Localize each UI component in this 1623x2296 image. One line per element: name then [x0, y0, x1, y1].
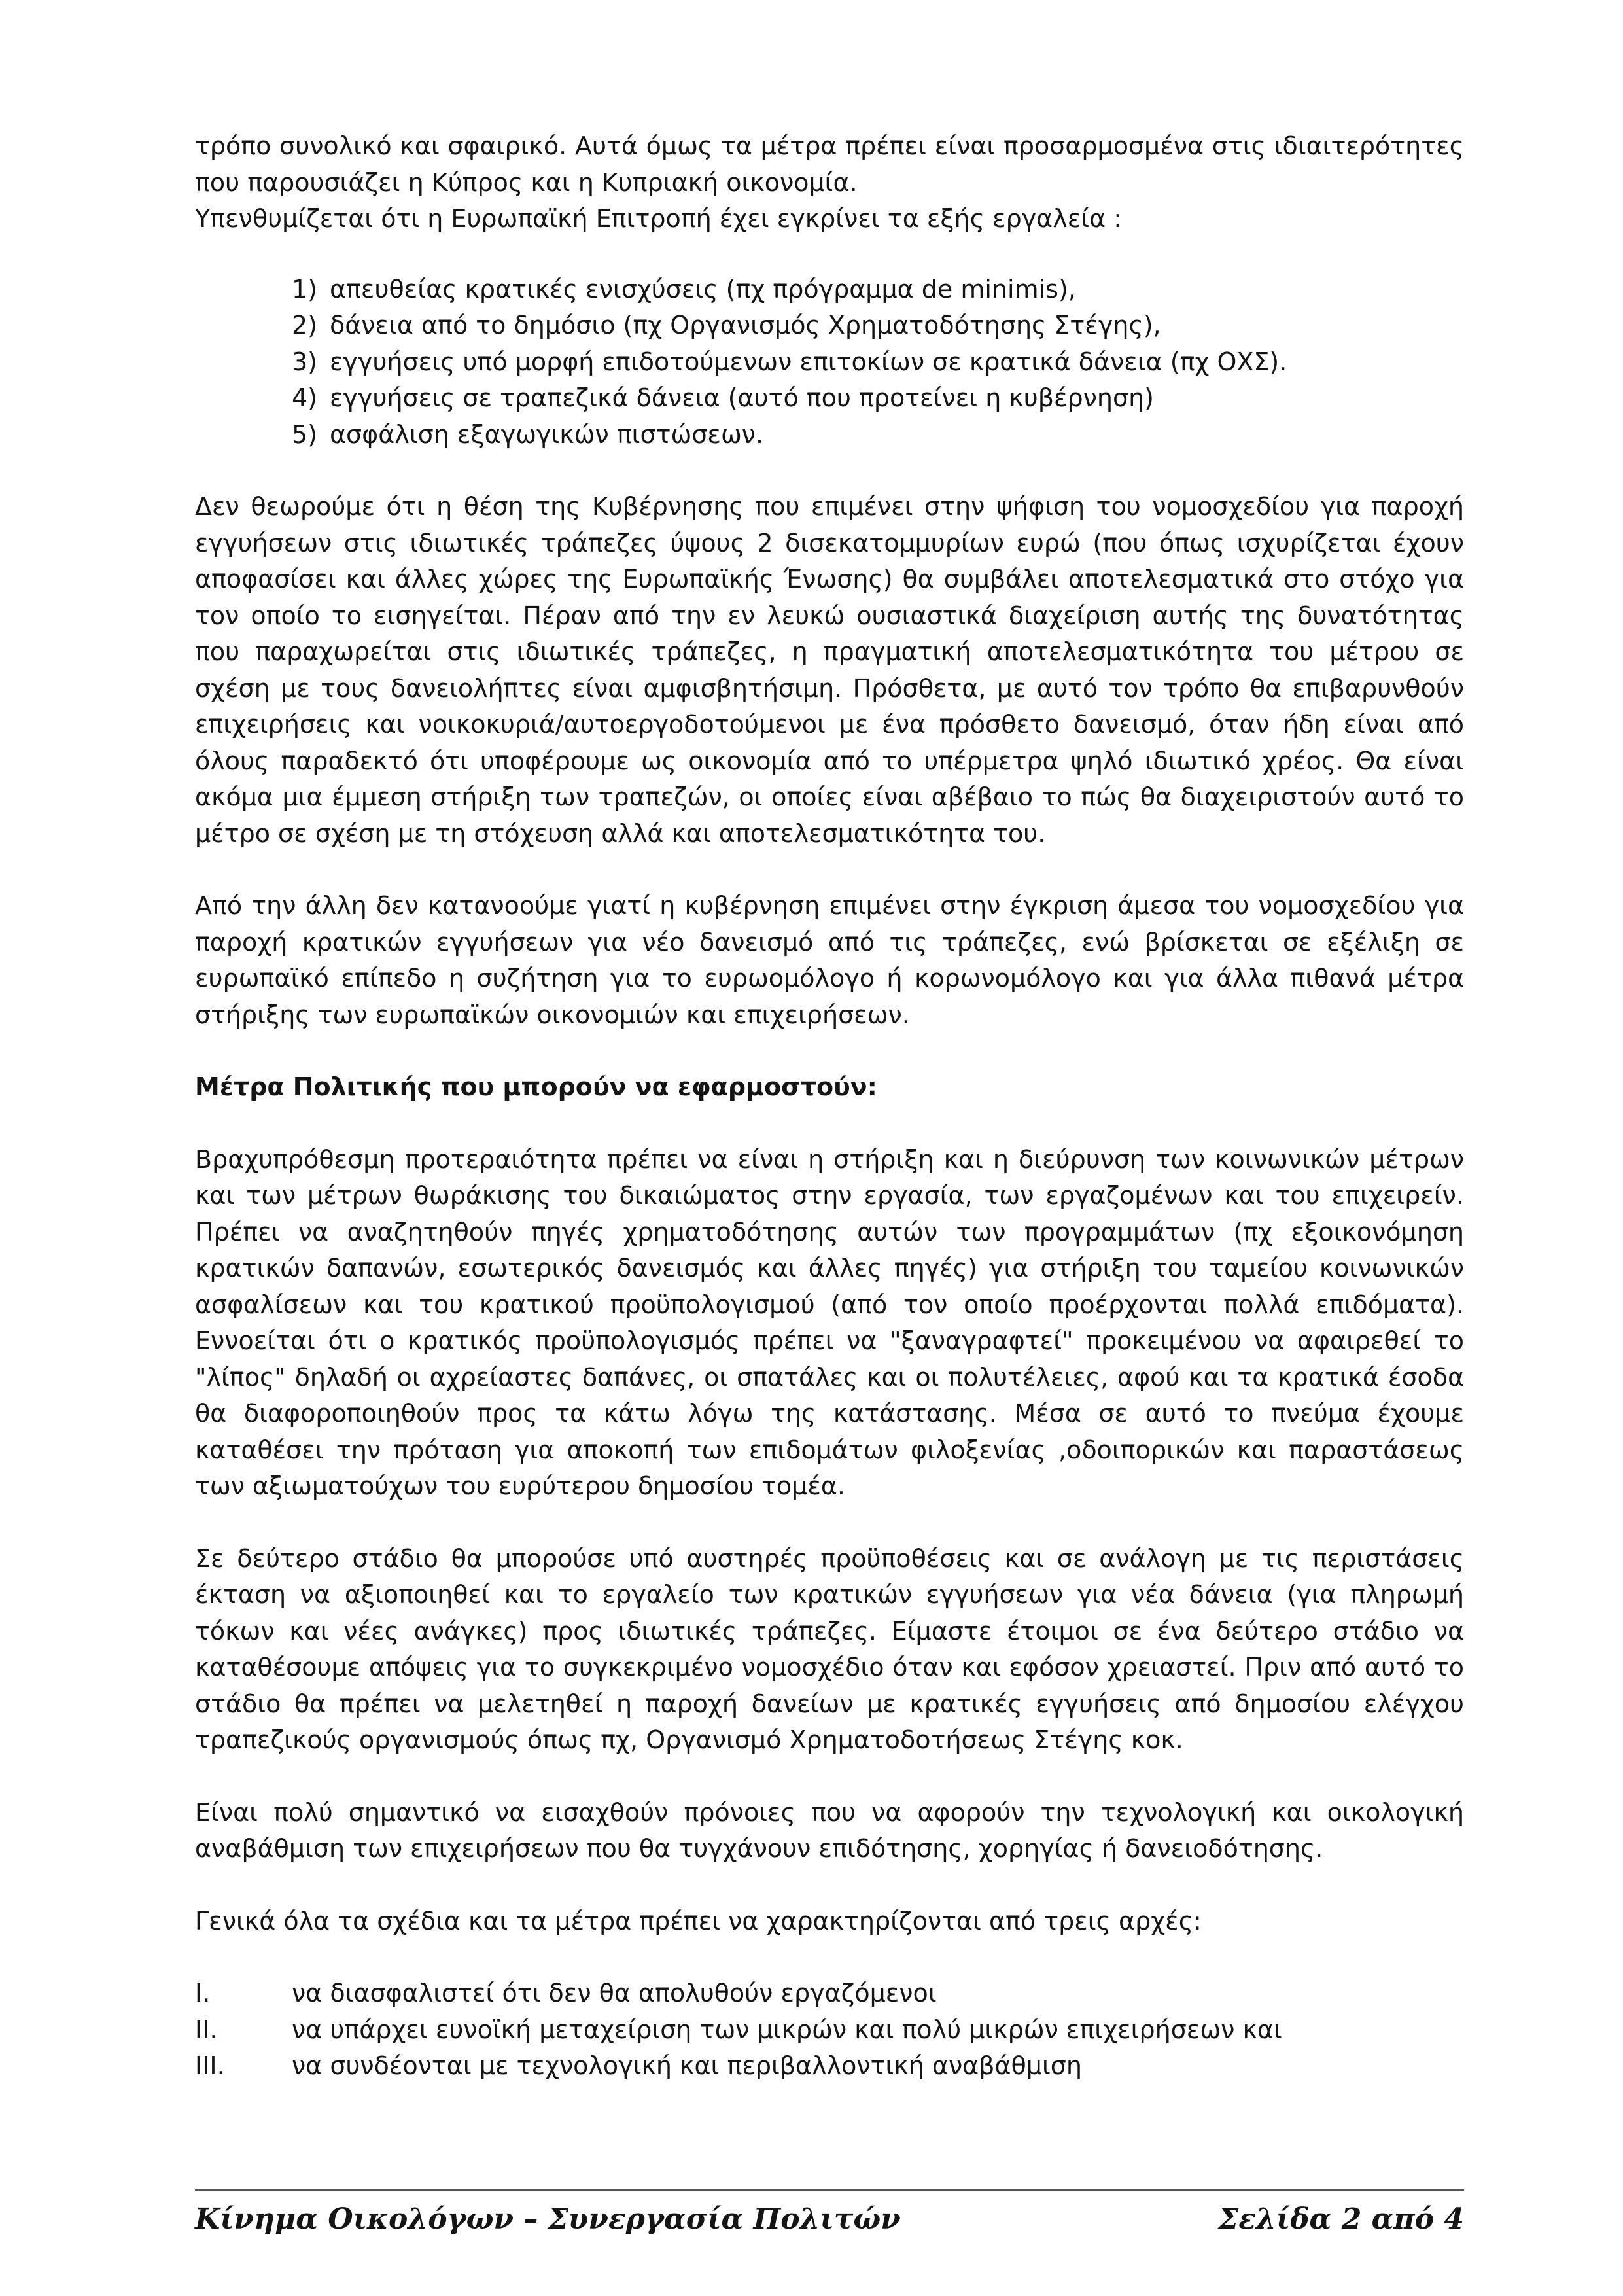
page-number: Σελίδα 2 από 4: [1218, 2202, 1464, 2236]
list-item: 1) απευθείας κρατικές ενισχύσεις (πχ πρόγραμμα de minimis),: [292, 274, 1076, 304]
list-item: III. να συνδέονται με τεχνολογική και περιβαλλοντική αναβάθμιση: [195, 2051, 1082, 2080]
principles-list: [195, 1975, 1464, 2085]
section-heading: Μέτρα Πολιτικής που μπορούν να εφαρμοστούν:: [195, 1072, 877, 1101]
footer-divider: [195, 2189, 1464, 2191]
body-paragraph: Γενικά όλα τα σχέδια και τα μέτρα πρέπει να χαρακτηρίζονται από τρεις αρχές:: [195, 1906, 1202, 1935]
list-item: II. να υπάρχει ευνοϊκή μεταχείριση των μικρών και πολύ μικρών επιχειρήσεων και: [195, 2015, 1282, 2044]
list-item: 4) εγγυήσεις σε τραπεζικά δάνεια (αυτό που προτείνει η κυβέρνηση): [292, 383, 1154, 412]
page-footer: [195, 2200, 1464, 2239]
intro-paragraph: τρόπο συνολικό και σφαιρικό. Αυτά όμως τα μέτρα πρέπει είναι προσαρμοσμένα στις ιδιαιτερότητες που παρουσιάζει η Κύπρος και η Κυπριακή οικονομία.: [195, 132, 1464, 197]
list-item: I. να διασφαλιστεί ότι δεν θα απολυθούν εργαζόμενοι: [195, 1979, 937, 2007]
footer-organization: Κίνημα Οικολόγων – Συνεργασία Πολιτών: [195, 2202, 901, 2236]
body-paragraph: Είναι πολύ σημαντικό να εισαχθούν πρόνοιες που να αφορούν την τεχνολογική και οικολογική αναβάθμιση των επιχειρήσεων που θα τυγχάνουν επιδότησης, χορηγίας ή δανειοδότησης.: [195, 1797, 1464, 1863]
body-paragraph: Δεν θεωρούμε ότι η θέση της Κυβέρνησης που επιμένει στην ψήφιση του νομοσχεδίου για παροχή εγγυήσεων στις ιδιωτικές τράπεζες ύψους 2 δισεκατομμυρίων ευρώ (που όπως ισχυρίζεται έχουν αποφασίσει και άλλες χώρες της Ευρωπαϊκής Ένωσης) θα συμβάλει αποτελεσματικά στο στόχο για τον οποίο το εισηγείται. Πέραν από την εν λευκώ ουσιαστικά διαχείριση αυτής της δυνατότητας που παραχωρείται στις ιδιωτικές τράπεζες, η πραγματική αποτελεσματικότητα του μέτρου σε σχέση με τους δανειολήπτες είναι αμφισβητήσιμη. Πρόσθετα, με αυτό τον τρόπο θα επιβαρυνθούν επιχειρήσεις και νοικοκυριά/αυτοεργοδοτούμενοι με ένα πρόσθετο δανεισμό, όταν ήδη είναι από όλους παραδεκτό ότι υποφέρουμε ως οικονομία από το υπέρμετρα ψηλό ιδιωτικό χρέος. Θα είναι ακόμα μια έμμεση στήριξη των τραπεζών, οι οποίες είναι αβέβαιο το πώς θα διαχειριστούν αυτό το μέτρο σε σχέση με τη στόχευση αλλά και αποτελεσματικότητα του.: [195, 492, 1464, 848]
document-body: [195, 128, 1464, 2085]
tools-list: [195, 272, 1464, 453]
list-item: 2) δάνεια από το δημόσιο (πχ Οργανισμός Χρηματοδότησης Στέγης),: [292, 311, 1161, 340]
body-paragraph: Σε δεύτερο στάδιο θα μπορούσε υπό αυστηρές προϋποθέσεις και σε ανάλογη με τις περιστάσεις έκταση να αξιοποιηθεί και το εργαλείο των κρατικών εγγυήσεων για νέα δάνεια (για πληρωμή τόκων και νέες ανάγκες) προς ιδιωτικές τράπεζες. Είμαστε έτοιμοι σε ένα δεύτερο στάδιο να καταθέσουμε απόψεις για το συγκεκριμένο νομοσχέδιο όταν και εφόσον χρειαστεί. Πριν από αυτό το στάδιο θα πρέπει να μελετηθεί η παροχή δανείων με κρατικές εγγυήσεις από δημοσίου ελέγχου τραπεζικούς οργανισμούς όπως πχ, Οργανισμό Χρηματοδοτήσεως Στέγης κοκ.: [195, 1544, 1464, 1754]
list-item: 5) ασφάλιση εξαγωγικών πιστώσεων.: [292, 419, 764, 449]
body-paragraph: Βραχυπρόθεσμη προτεραιότητα πρέπει να είναι η στήριξη και η διεύρυνση των κοινωνικών μέτρων και των μέτρων θωράκισης του δικαιώματος στην εργασία, των εργαζομένων και του επιχειρείν. Πρέπει να αναζητηθούν πηγές χρηματοδότησης αυτών των προγραμμάτων (πχ εξοικονόμηση κρατικών δαπανών, εσωτερικός δανεισμός και άλλες πηγές) για στήριξη του ταμείου κοινωνικών ασφαλίσεων και του κρατικού προϋπολογισμού (από τον οποίο προέρχονται πολλά επιδόματα). Εννοείται ότι ο κρατικός προϋπολογισμός πρέπει να "ξαναγραφτεί" προκειμένου να αφαιρεθεί το "λίπος" δηλαδή οι αχρείαστες δαπάνες, οι σπατάλες και οι πολυτέλειες, αφού και τα κρατικά έσοδα θα διαφοροποιηθούν προς τα κάτω λόγω της κατάστασης. Μέσα σε αυτό το πνεύμα έχουμε καταθέσει την πρόταση για αποκοπή των επιδομάτων φιλοξενίας ,οδοιπορικών και παραστάσεως των αξιωματούχων του ευρύτερου δημοσίου τομέα.: [195, 1144, 1464, 1500]
list-item: 3) εγγυήσεις υπό μορφή επιδοτούμενων επιτοκίων σε κρατικά δάνεια (πχ ΟΧΣ).: [292, 347, 1287, 376]
intro-tools-lead: Υπενθυμίζεται ότι η Ευρωπαϊκή Επιτροπή έχει εγκρίνει τα εξής εργαλεία :: [195, 204, 1123, 233]
body-paragraph: Από την άλλη δεν κατανοούμε γιατί η κυβέρνηση επιμένει στην έγκριση άμεσα του νομοσχεδίου για παροχή κρατικών εγγυήσεων για νέο δανεισμό από τις τράπεζες, ενώ βρίσκεται σε εξέλιξη σε ευρωπαϊκό επίπεδο η συζήτηση για το ευρωομόλογο ή κορωνομόλογο και για άλλα πιθανά μέτρα στήριξης των ευρωπαϊκών οικονομιών και επιχειρήσεων.: [195, 891, 1464, 1029]
